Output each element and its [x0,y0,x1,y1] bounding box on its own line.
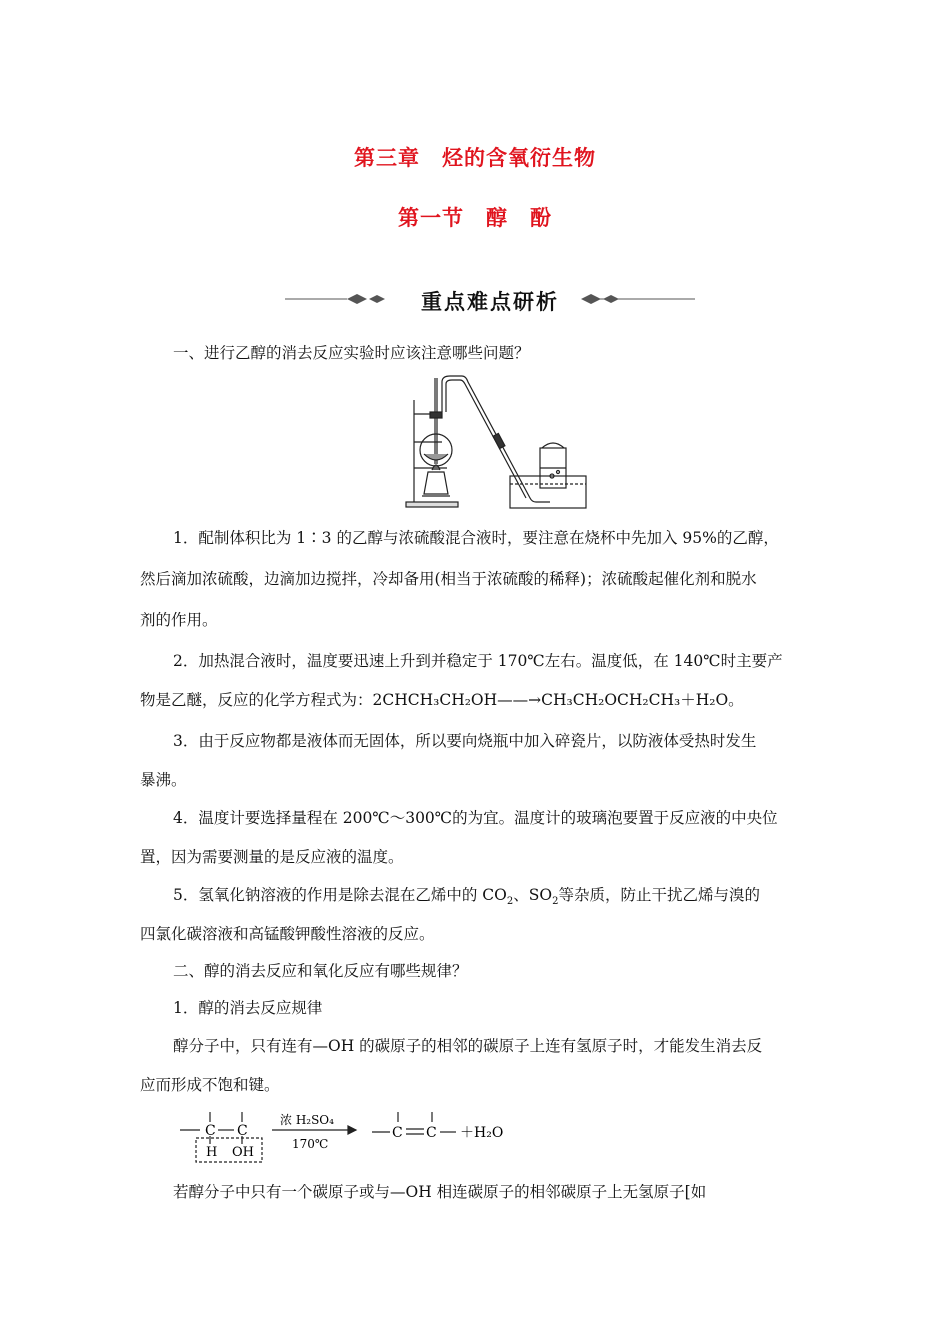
q1-item3-line1: 3．由于反应物都是液体而无固体，所以要向烧瓶中加入碎瓷片，以防液体受热时发生 [173,732,757,750]
q2-para1-line2: 应而形成不饱和键。 [140,1076,280,1094]
equation-hydroxyl: OH [232,1145,254,1160]
equation-carbon-4: C [426,1125,437,1141]
q1-item5-text-a: 5．氢氧化钠溶液的作用是除去混在乙烯中的 CO [173,886,507,904]
q1-item3-line2: 暴沸。 [140,771,187,789]
q2-subheading-1: 1．醇的消去反应规律 [173,999,323,1017]
question-1-heading: 一、进行乙醇的消去反应实验时应该注意哪些问题？ [173,344,530,362]
q1-item4-line2: 置，因为需要测量的是反应液的温度。 [140,848,404,866]
q1-item2-equation: CH₃CH₂OH——→CH₃CH₂OCH₂CH₃＋H₂O。 [407,691,744,709]
q1-item4-line1: 4．温度计要选择量程在 200℃～300℃的为宜。温度计的玻璃泡要置于反应液的中央位 [173,809,778,827]
equation-temperature: 170℃ [292,1137,329,1151]
equation-hydrogen: H [206,1145,218,1160]
equation-catalyst: 浓 H₂SO₄ [280,1113,334,1127]
equation-carbon-2: C [237,1123,248,1139]
q1-item5-line1 [173,883,760,907]
q1-item1-line1: 1．配制体积比为 1∶3 的乙醇与浓硫酸混合液时，要注意在烧杯中先加入 95%的乙醇， [173,529,779,547]
q1-item5-text-b: 、SO [513,886,553,904]
q1-item2-line2 [140,688,812,710]
elimination-equation [176,1108,536,1166]
q1-item5-line2: 四氯化碳溶液和高锰酸钾酸性溶液的反应。 [140,925,435,943]
equation-carbon-1: C [205,1123,216,1139]
equation-carbon-3: C [392,1125,403,1141]
q1-item2-equation-prefix: 物是乙醚，反应的化学方程式为：2CH [140,691,408,709]
q1-item2-line1: 2．加热混合液时，温度要迅速上升到并稳定于 170℃左右。温度低，在 140℃时主要产 [173,652,783,670]
q2-para1-line1: 醇分子中，只有连有—OH 的碳原子的相邻的碳原子上连有氢原子时，才能发生消去反 [173,1037,763,1055]
equation-product: ＋H₂O [460,1125,504,1141]
q1-item1-line3: 剂的作用。 [140,611,218,629]
apparatus-diagram [402,372,592,517]
q1-item5-text-c: 等杂质，防止干扰乙烯与溴的 [558,886,760,904]
chapter-title: 第三章 烃的含氧衍生物 [354,146,596,170]
q1-item1-line2: 然后滴加浓硫酸，边滴加边搅拌，冷却备用(相当于浓硫酸的稀释)；浓硫酸起催化剂和脱水 [140,570,757,588]
banner-title: 重点难点研析 [421,290,559,314]
question-2-heading: 二、醇的消去反应和氧化反应有哪些规律？ [173,962,468,980]
subscript-2: 2 [552,896,559,908]
section-title: 第一节 醇 酚 [398,206,552,230]
subscript-2: 2 [506,896,514,908]
q2-para2-line1: 若醇分子中只有一个碳原子或与—OH 相连碳原子的相邻碳原子上无氢原子[如 [173,1183,707,1201]
